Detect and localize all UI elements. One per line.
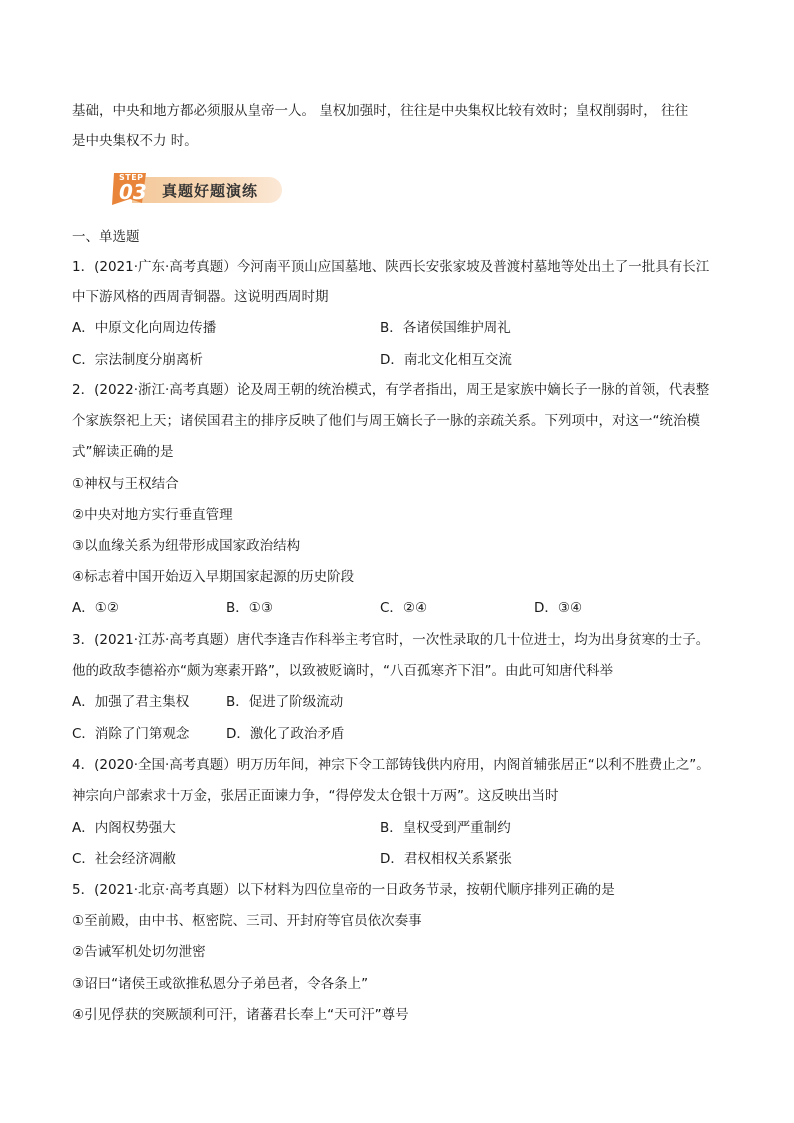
q2-option-b: B．①③ xyxy=(226,600,273,616)
q3-option-a: A．加强了君主集权 xyxy=(72,694,190,710)
banner-title: 真题好题演练 xyxy=(162,182,259,200)
q2-option-a: A．①② xyxy=(72,600,119,616)
q2-stem-line-3: 式”解读正确的是 xyxy=(72,444,174,460)
q1-option-d: D．南北文化相互交流 xyxy=(380,352,512,368)
q5-stem-line-1: 5．(2021·北京·高考真题）以下材料为四位皇帝的一日政务节录，按朝代顺序排列正确的是 xyxy=(72,882,615,898)
q3-option-b: B．促进了阶级流动 xyxy=(226,694,344,710)
q2-stem-line-1: 2．(2022·浙江·高考真题）论及周王朝的统治模式，有学者指出，周王是家族中嫡长子一脉的首领，代表整 xyxy=(72,382,710,398)
q4-stem-line-1: 4．(2020·全国·高考真题）明万历年间，神宗下令工部铸钱供内府用，内阁首辅张居正“以利不胜费止之”。 xyxy=(72,757,710,773)
q1-option-c: C．宗法制度分崩离析 xyxy=(72,352,203,368)
q2-item-1: ①神权与王权结合 xyxy=(72,476,179,492)
q3-stem-line-2: 他的政敌李德裕亦“颇为寒素开路”，以致被贬谪时，“八百孤寒齐下泪”。由此可知唐代科举 xyxy=(72,663,613,679)
q1-stem-line-2: 中下游风格的西周青铜器。这说明西周时期 xyxy=(72,289,329,305)
step-number: 03 xyxy=(119,180,147,204)
step-label: STEP xyxy=(119,173,144,182)
q2-option-c: C．②④ xyxy=(380,600,428,616)
q1-option-a: A．中原文化向周边传播 xyxy=(72,320,217,336)
section-title: 一、单选题 xyxy=(72,229,140,245)
q2-item-4: ④标志着中国开始迈入早期国家起源的历史阶段 xyxy=(72,569,355,585)
step-banner xyxy=(110,171,280,207)
q3-option-c: C．消除了门第观念 xyxy=(72,726,190,742)
q2-item-2: ②中央对地方实行垂直管理 xyxy=(72,507,233,523)
q5-item-3: ③诏曰“诸侯王或欲推私恩分子弟邑者，令各条上” xyxy=(72,976,369,992)
q4-option-d: D．君权相权关系紧张 xyxy=(380,851,512,867)
q1-stem-line-1: 1．(2021·广东·高考真题）今河南平顶山应国墓地、陕西长安张家坡及普渡村墓地等处出土了一批具有长江 xyxy=(72,259,710,275)
q5-item-1: ①至前殿，由中书、枢密院、三司、开封府等官员依次奏事 xyxy=(72,913,422,929)
q5-item-2: ②告诫军机处切勿泄密 xyxy=(72,944,206,960)
q2-stem-line-2: 个家族祭祀上天；诸侯国君主的排序反映了他们与周王嫡长子一脉的亲疏关系。下列项中，对这一“统治模 xyxy=(72,413,700,429)
q4-option-b: B．皇权受到严重制约 xyxy=(380,820,511,836)
q4-option-a: A．内阁权势强大 xyxy=(72,820,176,836)
q4-option-c: C．社会经济凋敝 xyxy=(72,851,176,867)
q3-option-d: D．激化了政治矛盾 xyxy=(226,726,345,742)
q1-option-b: B．各诸侯国维护周礼 xyxy=(380,320,511,336)
q3-stem-line-1: 3．(2021·江苏·高考真题）唐代李逢吉作科举主考官时，一次性录取的几十位进士，均为出身贫寒的士子。 xyxy=(72,632,710,648)
intro-line-2: 是中央集权不力 时。 xyxy=(72,133,198,149)
q5-item-4: ④引见俘获的突厥颉利可汗，诸蕃君长奉上“天可汗”尊号 xyxy=(72,1007,409,1023)
q4-stem-line-2: 神宗向户部索求十万金，张居正面谏力争，“得停发太仓银十万两”。这反映出当时 xyxy=(72,788,559,804)
q2-item-3: ③以血缘关系为纽带形成国家政治结构 xyxy=(72,538,301,554)
q2-option-d: D．③④ xyxy=(534,600,583,616)
intro-line-1: 基础，中央和地方都必须服从皇帝一人。 皇权加强时，往往是中央集权比较有效时；皇权削弱时， 往往 xyxy=(72,103,689,119)
